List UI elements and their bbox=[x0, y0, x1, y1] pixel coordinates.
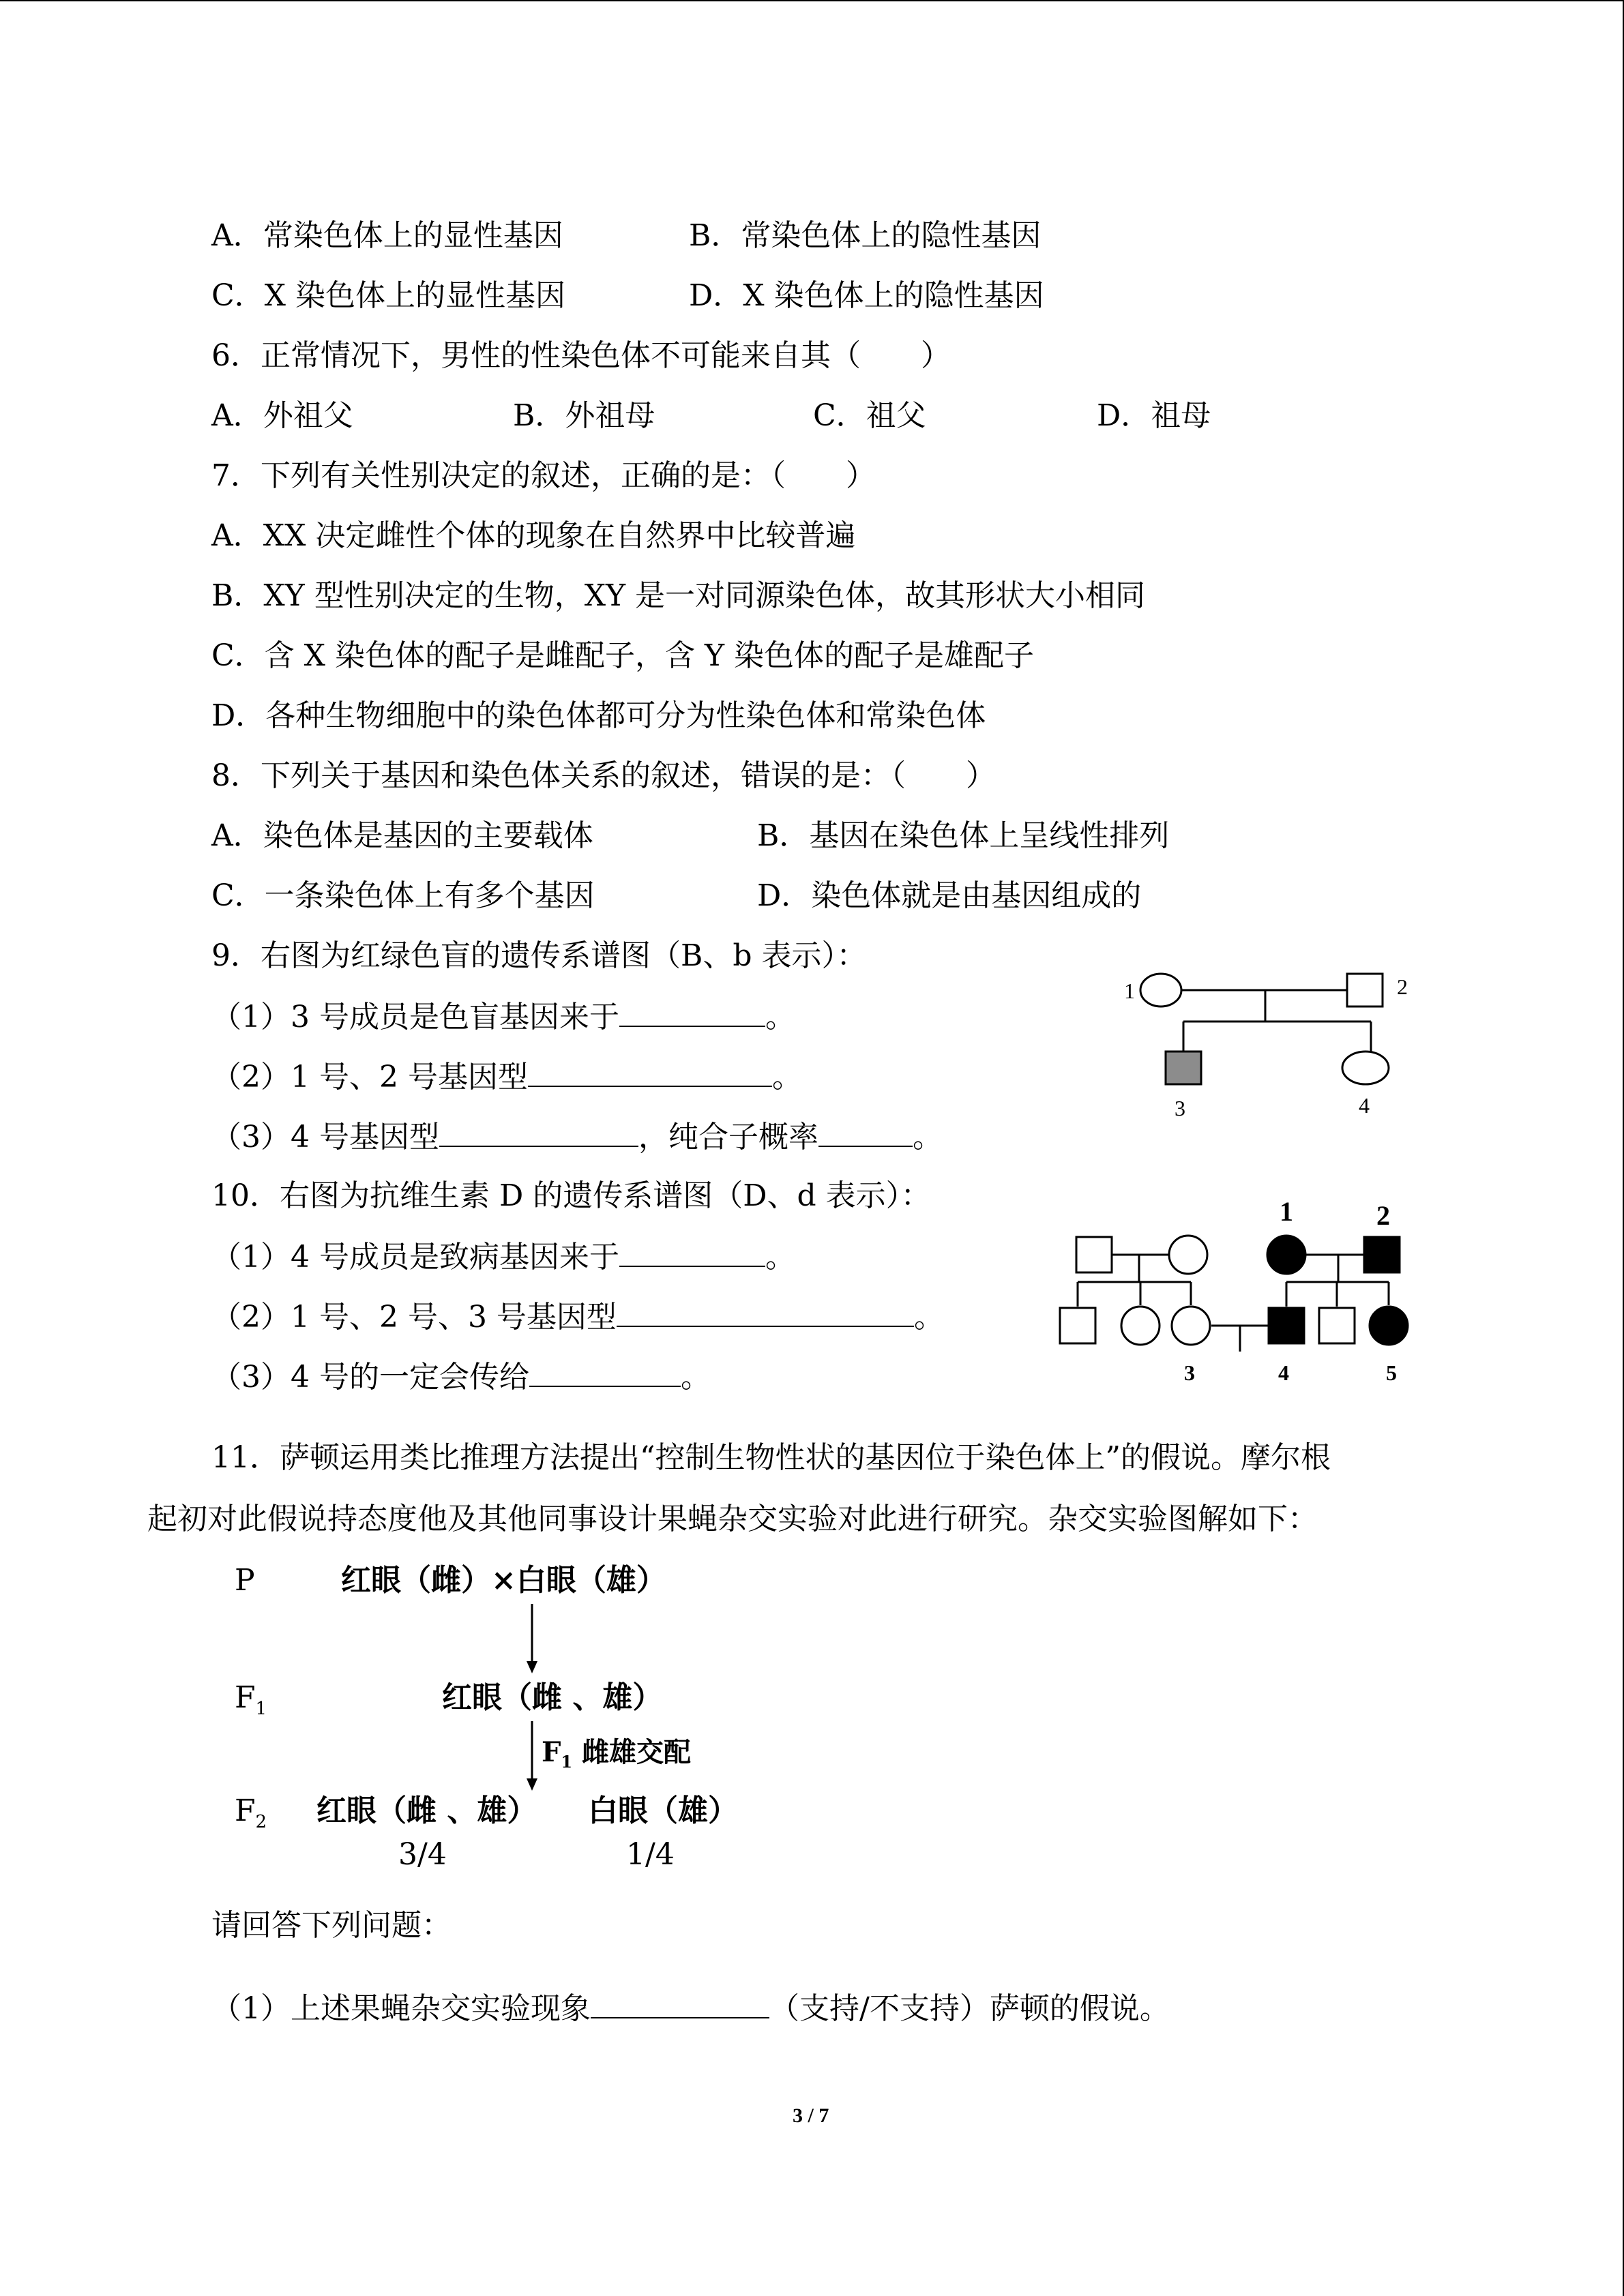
individual-1-affected-female bbox=[1267, 1236, 1305, 1274]
pedigree-label: 2 bbox=[1376, 1200, 1390, 1231]
q11-intro-line2: 起初对此假说持态度他及其他同事设计果蝇杂交实验对此进行研究。杂交实验图解如下： bbox=[147, 1502, 1318, 1536]
cross-f1-mating-label: $F_1$ 雌雄交配 bbox=[542, 1736, 692, 1772]
q8-option-d: D．染色体就是由基因组成的 bbox=[757, 878, 1142, 913]
pedigree-label: 3 bbox=[1175, 1096, 1185, 1120]
normal-male bbox=[1060, 1308, 1095, 1343]
q10-part3: （3）4 号的一定会传给 。 bbox=[211, 1356, 711, 1398]
individual-2-affected-male bbox=[1364, 1237, 1400, 1272]
normal-female bbox=[1121, 1307, 1160, 1345]
answer-blank[interactable] bbox=[818, 1116, 913, 1147]
q9-part3: （3）4 号基因型 ，纯合子概率 。 bbox=[211, 1116, 943, 1158]
cross-f1-offspring: 红眼（雌 、雄） bbox=[442, 1680, 663, 1715]
q7-stem: 7．下列有关性别决定的叙述，正确的是：（ ） bbox=[211, 458, 876, 493]
q9-stem: 9．右图为红绿色盲的遗传系谱图（B、b 表示）： bbox=[211, 938, 867, 973]
individual-3-affected-male bbox=[1166, 1052, 1201, 1084]
q10-stem: 10．右图为抗维生素 D 的遗传系谱图（D、d 表示）： bbox=[211, 1178, 931, 1213]
q9-pedigree-diagram bbox=[1105, 955, 1432, 1132]
q8-stem: 8．下列关于基因和染色体关系的叙述，错误的是：（ ） bbox=[211, 758, 996, 793]
answer-blank[interactable] bbox=[619, 1236, 765, 1267]
pedigree-label: 5 bbox=[1386, 1360, 1397, 1385]
q5-option-a: A．常染色体上的显性基因 bbox=[211, 218, 563, 253]
q8-option-c: C．一条染色体上有多个基因 bbox=[211, 878, 595, 913]
q9-part2: （2）1 号、2 号基因型 。 bbox=[211, 1056, 802, 1098]
answer-blank[interactable] bbox=[529, 1356, 681, 1387]
q10-part2: （2）1 号、2 号、3 号基因型 。 bbox=[211, 1296, 944, 1338]
answer-blank[interactable] bbox=[591, 1987, 769, 2018]
individual-4-female bbox=[1342, 1052, 1389, 1084]
cross-arrow-2 bbox=[525, 1721, 539, 1792]
q5-option-d: D．X 染色体上的隐性基因 bbox=[689, 278, 1044, 313]
cross-arrow-1 bbox=[525, 1604, 539, 1675]
cross-p-label: P bbox=[235, 1563, 255, 1598]
normal-female bbox=[1169, 1236, 1207, 1274]
pedigree-label: 1 bbox=[1124, 979, 1135, 1003]
individual-5-affected-female bbox=[1370, 1307, 1408, 1345]
q9-part1: （1）3 号成员是色盲基因来于 。 bbox=[211, 996, 795, 1038]
individual-3-normal-female bbox=[1172, 1307, 1210, 1345]
q7-option-c: C．含 X 染色体的配子是雌配子，含 Y 染色体的配子是雄配子 bbox=[211, 638, 1034, 673]
q8-option-a: A．染色体是基因的主要载体 bbox=[211, 818, 593, 853]
pedigree-label: 4 bbox=[1359, 1093, 1370, 1118]
answer-blank[interactable] bbox=[528, 1056, 772, 1087]
individual-1-normal-female bbox=[1140, 974, 1181, 1007]
answer-blank[interactable] bbox=[619, 996, 765, 1027]
q5-option-b: B．常染色体上的隐性基因 bbox=[689, 218, 1042, 253]
q11-intro-line1: 11．萨顿运用类比推理方法提出“控制生物性状的基因位于染色体上”的假说。摩尔根 bbox=[211, 1440, 1331, 1475]
q6-stem: 6．正常情况下，男性的性染色体不可能来自其（ ） bbox=[211, 338, 951, 373]
answer-blank[interactable] bbox=[617, 1296, 914, 1327]
cross-f2-label: $F_2$ bbox=[235, 1793, 267, 1832]
pedigree-label: 1 bbox=[1280, 1196, 1293, 1227]
cross-f2-red-ratio: 3/4 bbox=[398, 1837, 447, 1872]
q8-option-b: B．基因在染色体上呈线性排列 bbox=[757, 818, 1170, 853]
q11-prompt: 请回答下列问题： bbox=[211, 1908, 452, 1943]
cross-f2-white-ratio: 1/4 bbox=[626, 1837, 675, 1872]
cross-parents: 红眼（雌）×白眼（雄） bbox=[341, 1563, 666, 1598]
page-number: 3 / 7 bbox=[793, 2104, 829, 2127]
q6-option-c: C．祖父 bbox=[813, 398, 926, 433]
q6-option-a: A．外祖父 bbox=[211, 398, 353, 433]
pedigree-label: 3 bbox=[1184, 1360, 1195, 1385]
normal-male bbox=[1076, 1237, 1112, 1272]
q6-option-b: B．外祖母 bbox=[513, 398, 655, 433]
pedigree-label: 2 bbox=[1397, 974, 1408, 999]
q5-option-c: C．X 染色体上的显性基因 bbox=[211, 278, 565, 313]
q7-option-a: A．XX 决定雌性个体的现象在自然界中比较普遍 bbox=[211, 518, 856, 553]
q10-part1: （1）4 号成员是致病基因来于 。 bbox=[211, 1236, 795, 1278]
pedigree-label: 4 bbox=[1278, 1360, 1289, 1385]
q7-option-b: B．XY 型性别决定的生物，XY 是一对同源染色体，故其形状大小相同 bbox=[211, 578, 1146, 613]
cross-f2-white-eye: 白眼（雄） bbox=[588, 1793, 738, 1828]
q10-pedigree-diagram bbox=[1050, 1192, 1460, 1397]
q6-option-d: D．祖母 bbox=[1097, 398, 1211, 433]
q11-part1: （1）上述果蝇杂交实验现象 （支持/不支持）萨顿的假说。 bbox=[211, 1987, 1170, 2029]
normal-male bbox=[1319, 1308, 1355, 1343]
individual-2-normal-male bbox=[1347, 974, 1383, 1007]
answer-blank[interactable] bbox=[439, 1116, 638, 1147]
cross-f1-label: $F_1$ bbox=[235, 1680, 267, 1719]
q7-option-d: D．各种生物细胞中的染色体都可分为性染色体和常染色体 bbox=[211, 698, 986, 733]
individual-4-affected-male bbox=[1269, 1308, 1304, 1343]
cross-f2-red-eye: 红眼（雌 、雄） bbox=[316, 1793, 537, 1828]
